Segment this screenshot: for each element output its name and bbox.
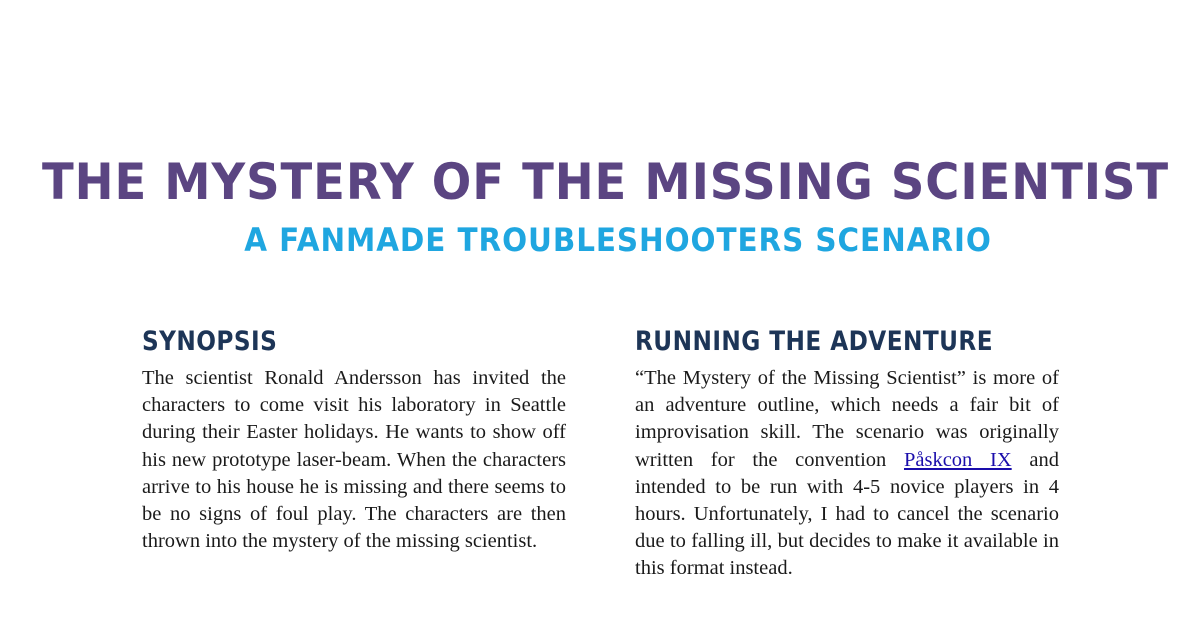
synopsis-section <box>142 322 566 555</box>
document-subtitle: A FANMADE TROUBLESHOOTERS SCENARIO <box>244 221 992 259</box>
body-text-after-link: and intended to be run with 4-5 novice players in 4 hours. Unfortunately, I had to cancel the scenario due to falling ill, but decides to make it available in this format instead. <box>635 448 1059 580</box>
running-the-adventure-section <box>635 322 1059 583</box>
paskcon-link[interactable]: Påskcon IX <box>903 448 1012 471</box>
synopsis-heading: SYNOPSIS <box>142 326 278 357</box>
running-the-adventure-body <box>635 365 1059 583</box>
running-the-adventure-heading: RUNNING THE ADVENTURE <box>635 326 994 357</box>
body-text-before-link: “The Mystery of the Missing Scientist” is more of an adventure outline, which needs a fair bit of improvisation skill. The scenario was originally written for the convention <box>635 367 1059 471</box>
synopsis-body: The scientist Ronald Andersson has invited the characters to come visit his laboratory in Seattle during their Easter holidays. He wants to show off his new prototype laser-beam. When the characters arrive to his house he is missing and there seems to be no signs of foul play. The characters are then thrown into the mystery of the missing scientist. <box>142 367 566 553</box>
document-title: THE MYSTERY OF THE MISSING SCIENTIST <box>42 153 1170 211</box>
